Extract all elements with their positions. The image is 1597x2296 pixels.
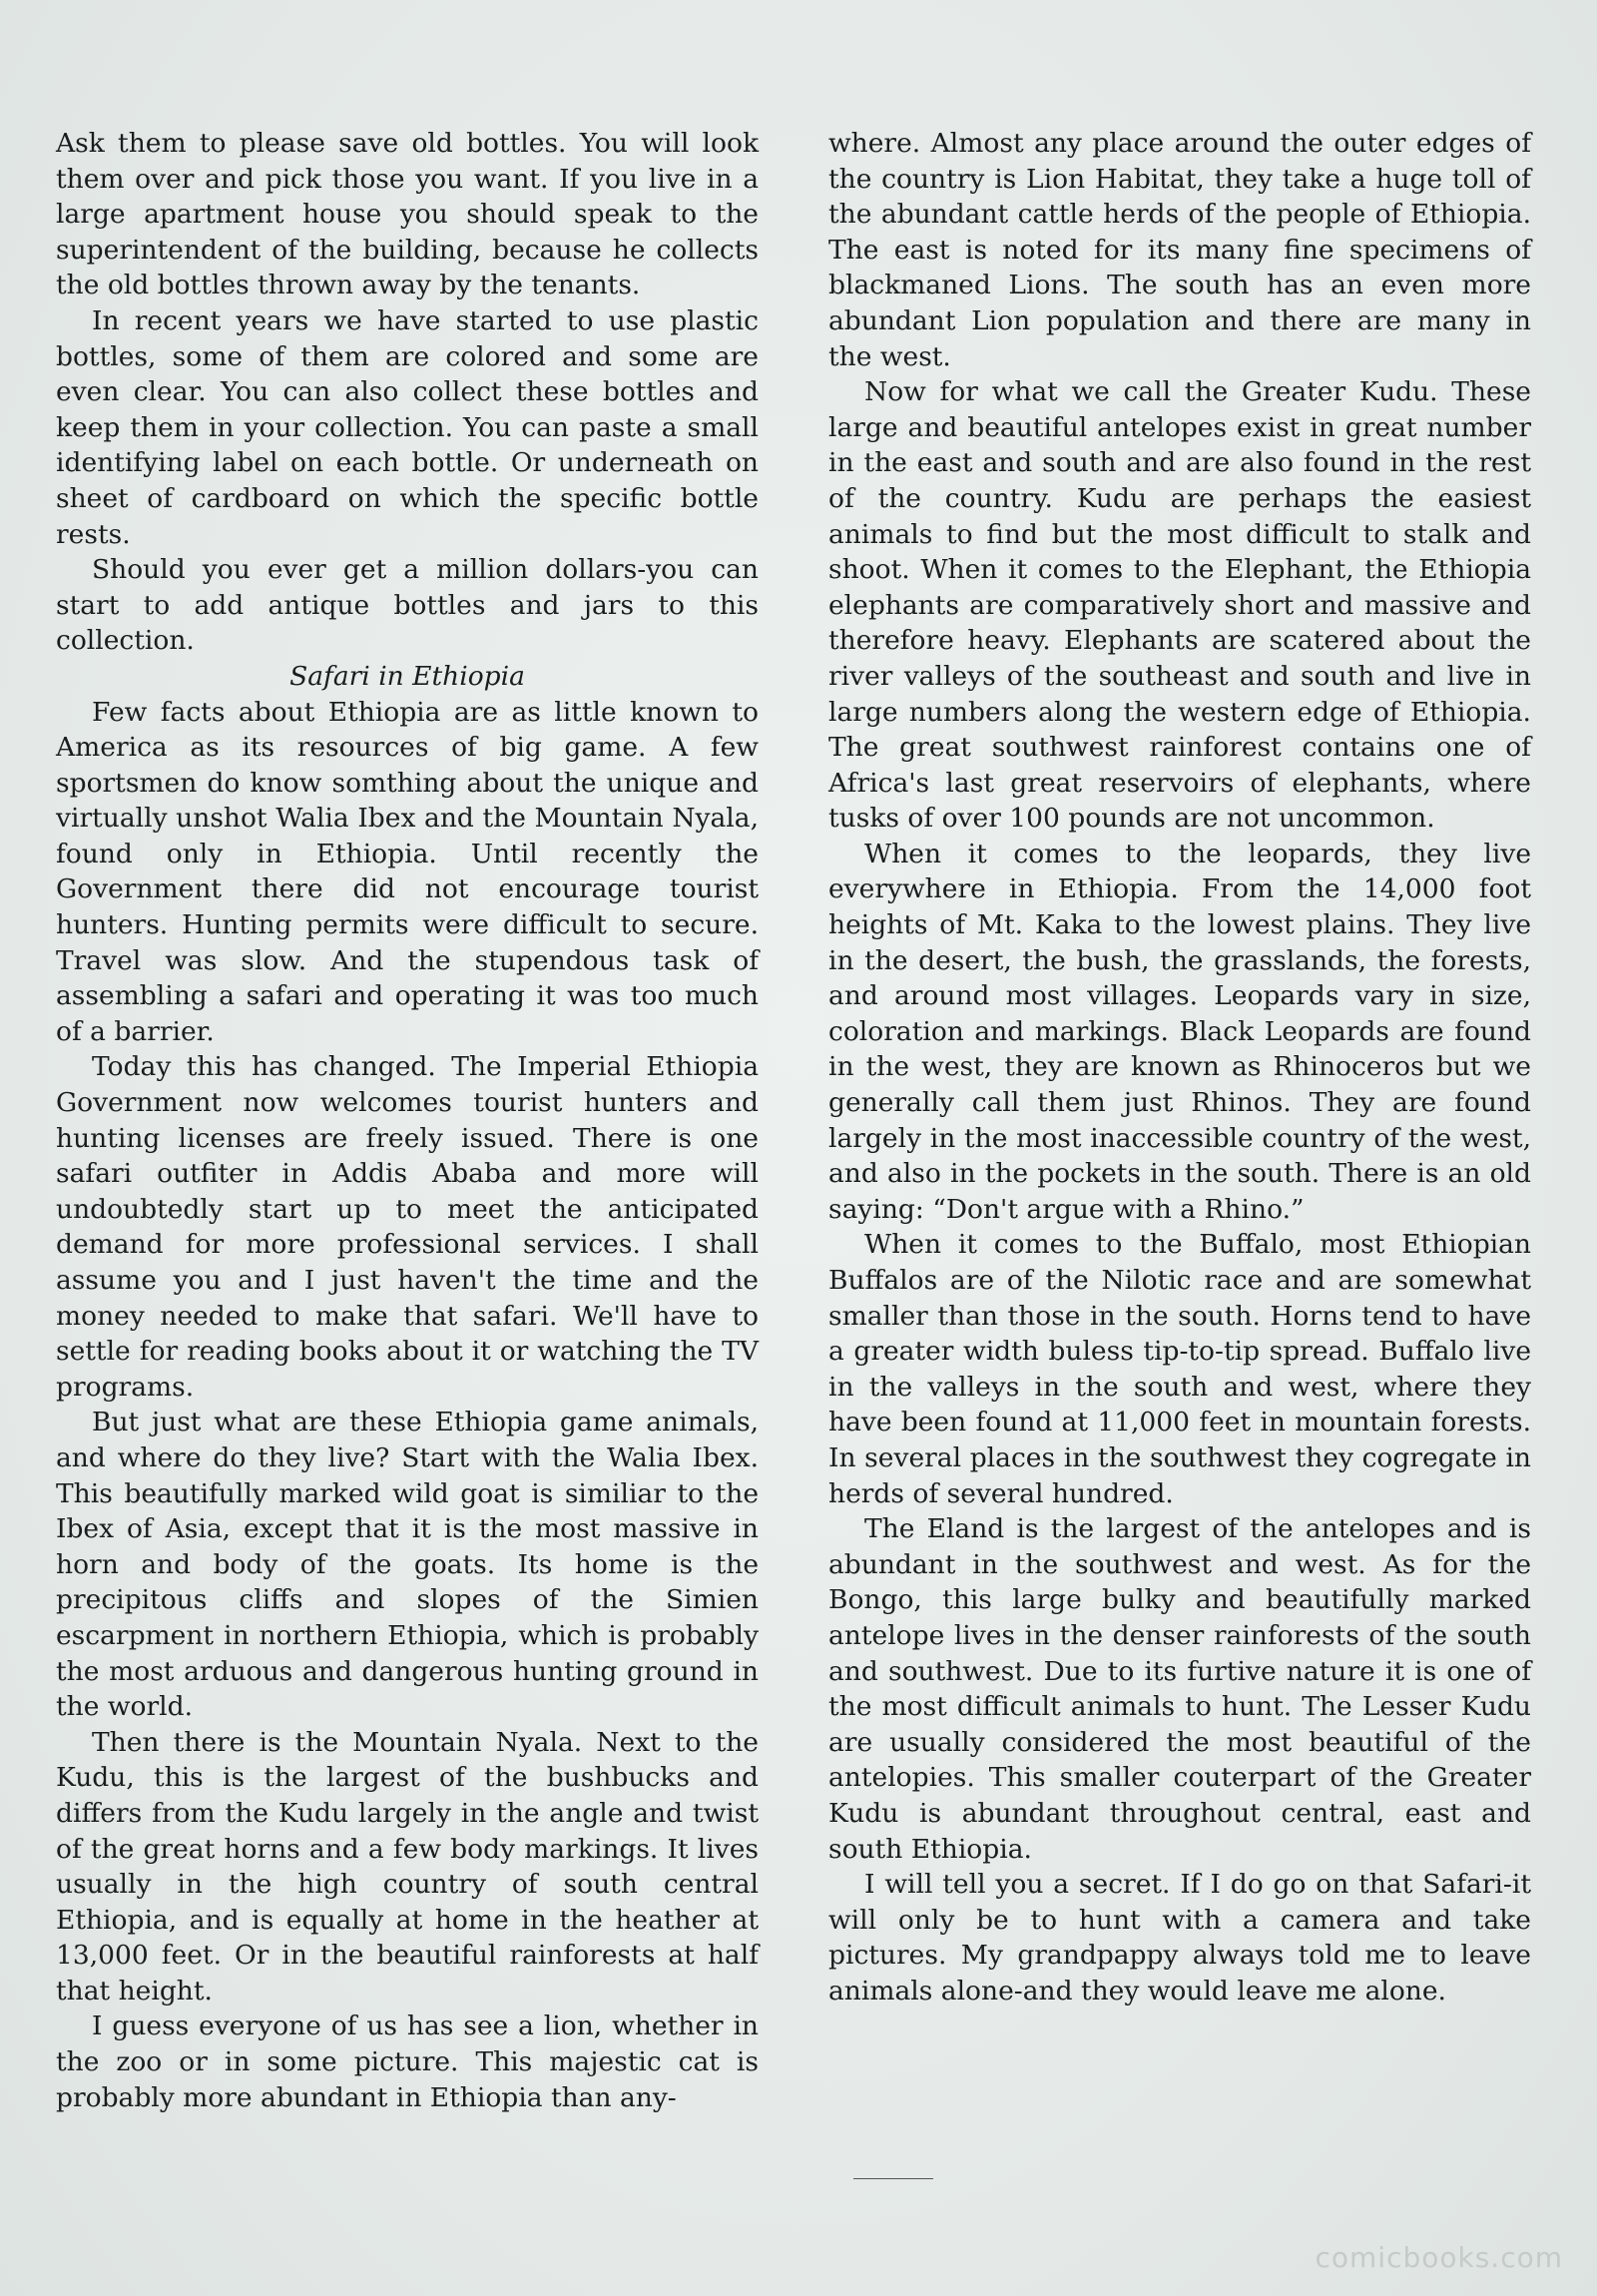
end-rule <box>853 2178 933 2179</box>
paragraph: Now for what we call the Greater Kudu. These large and beautiful antelopes exist in great number in the east and south and are also found in the rest of the country. Kudu are perhaps the easiest animals to find but the most difficult to stalk and shoot. When it comes to the Elephant, the Ethiopia elephants are comparatively short and massive and therefore heavy. Elephants are scatered about the river valleys of the southeast and south and live in large numbers along the western edge of Ethiopia. The great southwest rainforest contains one of Africa's last great reservoirs of elephants, where tusks of over 100 pounds are not uncommon. <box>828 376 1531 835</box>
paragraph: I guess everyone of us has see a lion, whether in the zoo or in some picture. This majestic cat is probably more abundant in Ethiopia than any- <box>56 2010 759 2113</box>
paragraph: When it comes to the Buffalo, most Ethiopian Buffalos are of the Nilotic race and are somewhat smaller than those in the south. Horns tend to have a greater width buless tip-to-tip spread. Buffalo live in the valleys in the south and west, where they have been found at 11,000 feet in mountain forests. In several places in the southwest they cogregate in herds of several hundred. <box>828 1229 1531 1509</box>
paragraph: Few facts about Ethiopia are as little known to America as its resources of big game. A few sportsmen do know somthing about the unique and virtually unshot Walia Ibex and the Mountain Nyala, found only in Ethiopia. Until recently the Government there did not encourage tourist hunters. Hunting permits were difficult to secure. Travel was slow. And the stupendous task of assembling a safari and operating it was too much of a barrier. <box>56 696 759 1047</box>
paragraph: Should you ever get a million dollars-you can start to add antique bottles and jars to this collection. <box>56 554 759 657</box>
paragraph: When it comes to the leopards, they live everywhere in Ethiopia. From the 14,000 foot heights of Mt. Kaka to the lowest plains. They live in the desert, the bush, the grasslands, the forests, and around most villages. Leopards vary in size, coloration and markings. Black Leopards are found in the west, they are known as Rhinoceros but we generally call them just Rhinos. They are found largely in the most inaccessible country of the west, and also in the pockets in the south. There is an old saying: “Don't argue with a Rhino.” <box>828 838 1531 1225</box>
paragraph: The Eland is the largest of the antelopes and is abundant in the southwest and west. As for the Bongo, this large bulky and beautifully marked antelope lives in the denser rainforests of the south and southwest. Due to its furtive nature it is one of the most difficult animals to hunt. The Lesser Kudu are usually considered the most beautiful of the antelopies. This smaller couterpart of the Greater Kudu is abundant throughout central, east and south Ethiopia. <box>828 1513 1531 1865</box>
paragraph: But just what are these Ethiopia game animals, and where do they live? Start with the Walia Ibex. This beautifully marked wild goat is similiar to the Ibex of Asia, except that it is the most massive in horn and body of the goats. Its home is the precipitous cliffs and slopes of the Simien escarpment in northern Ethiopia, which is probably the most arduous and dangerous hunting ground in the world. <box>56 1407 759 1723</box>
paragraph: I will tell you a secret. If I do go on that Safari-it will only be to hunt with a camera and take pictures. My grandpappy always told me to leave animals alone-and they would leave me alone. <box>828 1869 1531 2007</box>
right-column <box>828 126 1531 2115</box>
paragraph: where. Almost any place around the outer edges of the country is Lion Habitat, they take a huge toll of the abundant cattle herds of the people of Ethiopia. The east is noted for its many fine specimens of blackmaned Lions. The south has an even more abundant Lion population and there are many in the west. <box>828 128 1531 372</box>
left-column <box>56 126 759 2115</box>
article-columns <box>56 126 1531 2115</box>
paragraph: Then there is the Mountain Nyala. Next to the Kudu, this is the largest of the bushbucks and differs from the Kudu largely in the angle and twist of the great horns and a few body markings. It lives usually in the high country of south central Ethiopia, and is equally at home in the heather at 13,000 feet. Or in the beautiful rainforests at half that height. <box>56 1726 759 2007</box>
paragraph: Today this has changed. The Imperial Ethiopia Government now welcomes tourist hunters and hunting licenses are freely issued. There is one safari outfiter in Addis Ababa and more will undoubtedly start up to meet the anticipated demand for more professional services. I shall assume you and I just haven't the time and the money needed to make that safari. We'll have to settle for reading books about it or watching the TV programs. <box>56 1051 759 1403</box>
section-heading: Safari in Ethiopia <box>289 660 525 692</box>
paragraph: Ask them to please save old bottles. You will look them over and pick those you want. If you live in a large apartment house you should speak to the superintendent of the building, because he collects the old bottles thrown away by the tenants. <box>56 128 759 301</box>
watermark: comicbooks.com <box>1315 2241 1563 2274</box>
paragraph: In recent years we have started to use plastic bottles, some of them are colored and some are even clear. You can also collect these bottles and keep them in your collection. You can paste a small identifying label on each bottle. Or underneath on sheet of cardboard on which the specific bottle rests. <box>56 304 759 550</box>
